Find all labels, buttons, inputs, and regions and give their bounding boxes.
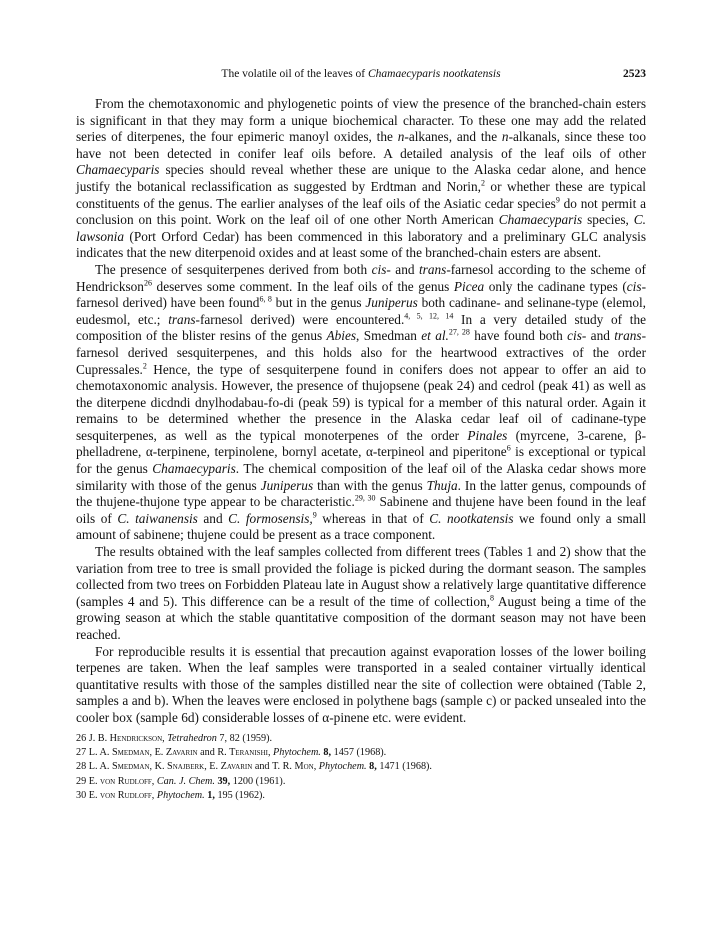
text-run: C. formosensis,	[228, 510, 313, 526]
footnote	[76, 760, 646, 774]
text-run: 1,	[207, 789, 215, 801]
footnotes	[76, 732, 646, 803]
reference-superscript: 6	[506, 444, 511, 454]
reference-superscript: 6, 8	[259, 294, 272, 304]
text-run: but in the genus	[271, 295, 366, 311]
text-run: whereas in that of	[316, 510, 430, 526]
text-run: Chamaecyparis	[152, 461, 236, 477]
text-run: J. B. Hendrickson,	[88, 733, 165, 744]
footnote	[76, 775, 646, 789]
text-run: E. von Rudloff,	[88, 775, 155, 787]
text-run: . In the latter genus, compounds of the thujene-thujone type appear to be characteristic.	[76, 477, 647, 510]
text-run: Juniperus	[365, 295, 418, 311]
text-run: and	[252, 761, 273, 773]
article-body	[76, 96, 646, 727]
text-run: Chamaecyparis	[76, 162, 160, 178]
text-run: 1471 (1968).	[376, 761, 432, 773]
text-run: et al.	[421, 328, 449, 344]
text-run: 29	[76, 775, 89, 787]
text-run: Abies	[326, 328, 357, 344]
text-run: Juniperus	[260, 477, 314, 493]
footnote	[76, 732, 646, 746]
text-run: 8,	[323, 747, 332, 759]
text-run: Chamaecyparis	[498, 212, 583, 228]
text-run: only the cadinane types (	[484, 278, 627, 294]
text-run: have found both	[469, 328, 568, 344]
text-run: Hence, the type of sesquiterpene found in conifers does not appear to offer an aid to chemotaxonomic analysis. However, the presence of thujopsene (peak 24) and cedrol (peak 41) as well as the diterpene dicdndi dnylhodabau-fo-di (peak 59) is typical for a member of this natural order. Again it remains to be determined whether the presence in the Alaska cedar leaf oil of cadinane-type sesquiterpenes, as well as the typical monoterpenes of the order	[76, 361, 646, 443]
text-run: L. A. Smedman, E. Zavarin	[88, 747, 198, 759]
text-run: -alkanals, since these too have not been detected in conifer leaf oils before. A detailed analysis of the leaf oils of other	[76, 129, 646, 161]
reference-superscript: 29, 30	[354, 493, 376, 503]
text-run: R. Teranishi,	[217, 747, 271, 759]
text-run: 195 (1962).	[214, 789, 265, 801]
text-run: both cadinane- and selinane-type (elemol, eudesmol, etc.;	[76, 295, 646, 327]
body-paragraph	[76, 644, 646, 727]
text-run: cis-	[567, 328, 587, 344]
text-run: species,	[582, 212, 634, 228]
reference-superscript: 4, 5, 12, 14	[404, 311, 454, 321]
text-run: trans	[614, 328, 642, 344]
text-run: trans	[418, 261, 447, 277]
text-run: Phytochem.	[156, 789, 205, 801]
text-run: Sabinene and thujene have been found in the leaf oils of	[76, 494, 647, 526]
text-run: -alkanes, and the	[404, 129, 502, 145]
text-run: From the chemotaxonomic and phylogenetic points of view the presence of the branched-chain esters is significant in that they may form a unique biochemical character. To these one may add the related series of diterpenes, the four epimeric manoyl oxides, the	[76, 96, 646, 145]
text-run: cis	[626, 278, 642, 294]
text-run: E. von Rudloff,	[88, 789, 155, 801]
reference-superscript: 26	[143, 278, 152, 288]
text-run: In a very detailed study of the composition of the blister resins of the genus	[76, 311, 647, 344]
text-run: -farnesol according to the scheme of Hendrickson	[76, 261, 646, 294]
text-run: species should reveal whether these are unique to the Alaska cedar alone, and hence justify the botanical reclassification as suggested by Erdtman and Norin,	[76, 162, 646, 194]
text-run: Pinales	[467, 427, 508, 443]
text-run: Can. J. Chem.	[156, 775, 215, 787]
text-run: 8,	[369, 761, 377, 773]
running-title-species: Chamaecyparis nootkatensis	[368, 68, 501, 80]
text-run: and	[390, 261, 419, 277]
text-run: C. nootkatensis	[429, 510, 514, 526]
text-run: -farnesol derived) have been found	[76, 278, 646, 311]
text-run: Thuja	[426, 477, 458, 493]
text-run: C. lawsonia	[76, 212, 646, 244]
body-paragraph	[76, 544, 646, 644]
text-run: n	[397, 129, 405, 145]
reference-superscript: 9	[555, 195, 560, 205]
text-run: . The chemical composition of the leaf oil of the Alaska cedar shows more similarity with those of the genus	[76, 461, 646, 493]
text-run: Picea	[453, 278, 485, 294]
text-run: C. taiwanensis	[117, 510, 198, 526]
text-run: August being a time of the growing season at which the stable quantitative composition of the dormant season may not have been reached.	[76, 593, 647, 642]
text-run: n	[501, 129, 509, 145]
text-run: Phytochem.	[273, 747, 321, 759]
text-run: 30	[76, 789, 89, 801]
text-run: trans	[168, 311, 196, 327]
page-number: 2523	[623, 68, 646, 80]
text-run: cis-	[371, 261, 391, 277]
text-run: The presence of sesquiterpenes derived from both	[95, 261, 372, 277]
reference-superscript: 2	[142, 361, 147, 371]
text-run: 1457 (1968).	[331, 747, 387, 759]
reference-superscript: 9	[312, 510, 317, 520]
text-run: or whether these are typical constituents of the genus. The earlier analyses of the leaf oils of the Asiatic cedar species	[76, 178, 646, 211]
text-run: -farnesol derived) were encountered.	[195, 311, 405, 327]
text-run: , Smedman	[356, 328, 422, 344]
text-run: we found only a small amount of sabinene; thujene could be present as a trace component.	[76, 510, 647, 543]
text-run: T. R. Mon,	[272, 761, 317, 773]
reference-superscript: 27, 28	[448, 327, 470, 337]
text-run: 28	[76, 761, 89, 773]
text-run: (myrcene, 3-carene, β-phelladrene, α-terpinene, terpinolene, bornyl acetate, α-terpineol and piperitone	[76, 427, 647, 460]
body-paragraph	[76, 262, 646, 544]
text-run: do not permit a conclusion on this point. Work on the leaf oil of one other North American	[76, 195, 646, 228]
text-run: deserves some comment. In the leaf oils of the genus	[151, 278, 454, 294]
text-run: is exceptional or typical for the genus	[76, 444, 646, 477]
reference-superscript: 8	[489, 593, 494, 603]
text-run: and	[586, 328, 615, 344]
text-run: than with the genus	[313, 477, 427, 493]
running-header	[76, 68, 646, 84]
text-run: and	[197, 510, 229, 526]
text-run: For reproducible results it is essential that precaution against evaporation losses of the lower boiling terpenes are taken. When the leaf samples were transported in a sealed container virtually identical quantitative results with those of the samples distilled near the site of collection were obtained (Table 2, samples a and b). When the leaves were enclosed in polythene bags (sample c) or packed unsealed into the cooler box (sample 6d) considerable losses of α-pinene etc. were evident.	[76, 643, 646, 725]
reference-superscript: 2	[480, 178, 485, 188]
text-run: -farnesol derived sesquiterpenes, and this holds also for the heartwood extractives of the order Cupressales.	[76, 328, 646, 377]
text-run: Tetrahedron	[167, 733, 217, 744]
footnote	[76, 789, 646, 803]
text-run: (Port Orford Cedar) has been commenced in this laboratory and a preliminary GLC analysis indicates that the new diterpenoid oxides and at least some of the branched-chain esters are absent.	[76, 228, 646, 261]
text-run: and	[197, 747, 218, 759]
text-run: Phytochem.	[318, 761, 367, 773]
text-run: 39,	[217, 775, 231, 787]
text-run: 26	[76, 733, 89, 744]
text-run: The results obtained with the leaf samples collected from different trees (Tables 1 and 2) show that the variation from tree to tree is small provided the foliage is picked during the dormant season. The samples collected from two trees on Forbidden Plateau late in August show a relatively large quantitative difference (samples 4 and 5). This difference can be a result of the time of collection,	[76, 544, 646, 609]
running-title: The volatile oil of the leaves of Chamaecyparis nootkatensis	[221, 68, 501, 80]
text-run: 1200 (1961).	[230, 775, 286, 787]
body-paragraph	[76, 96, 646, 262]
footnote	[76, 746, 646, 760]
text-run: 27	[76, 747, 89, 759]
text-run: L. A. Smedman, K. Snajberk, E. Zavarin	[88, 761, 253, 773]
text-run: 7, 82 (1959).	[216, 733, 273, 744]
